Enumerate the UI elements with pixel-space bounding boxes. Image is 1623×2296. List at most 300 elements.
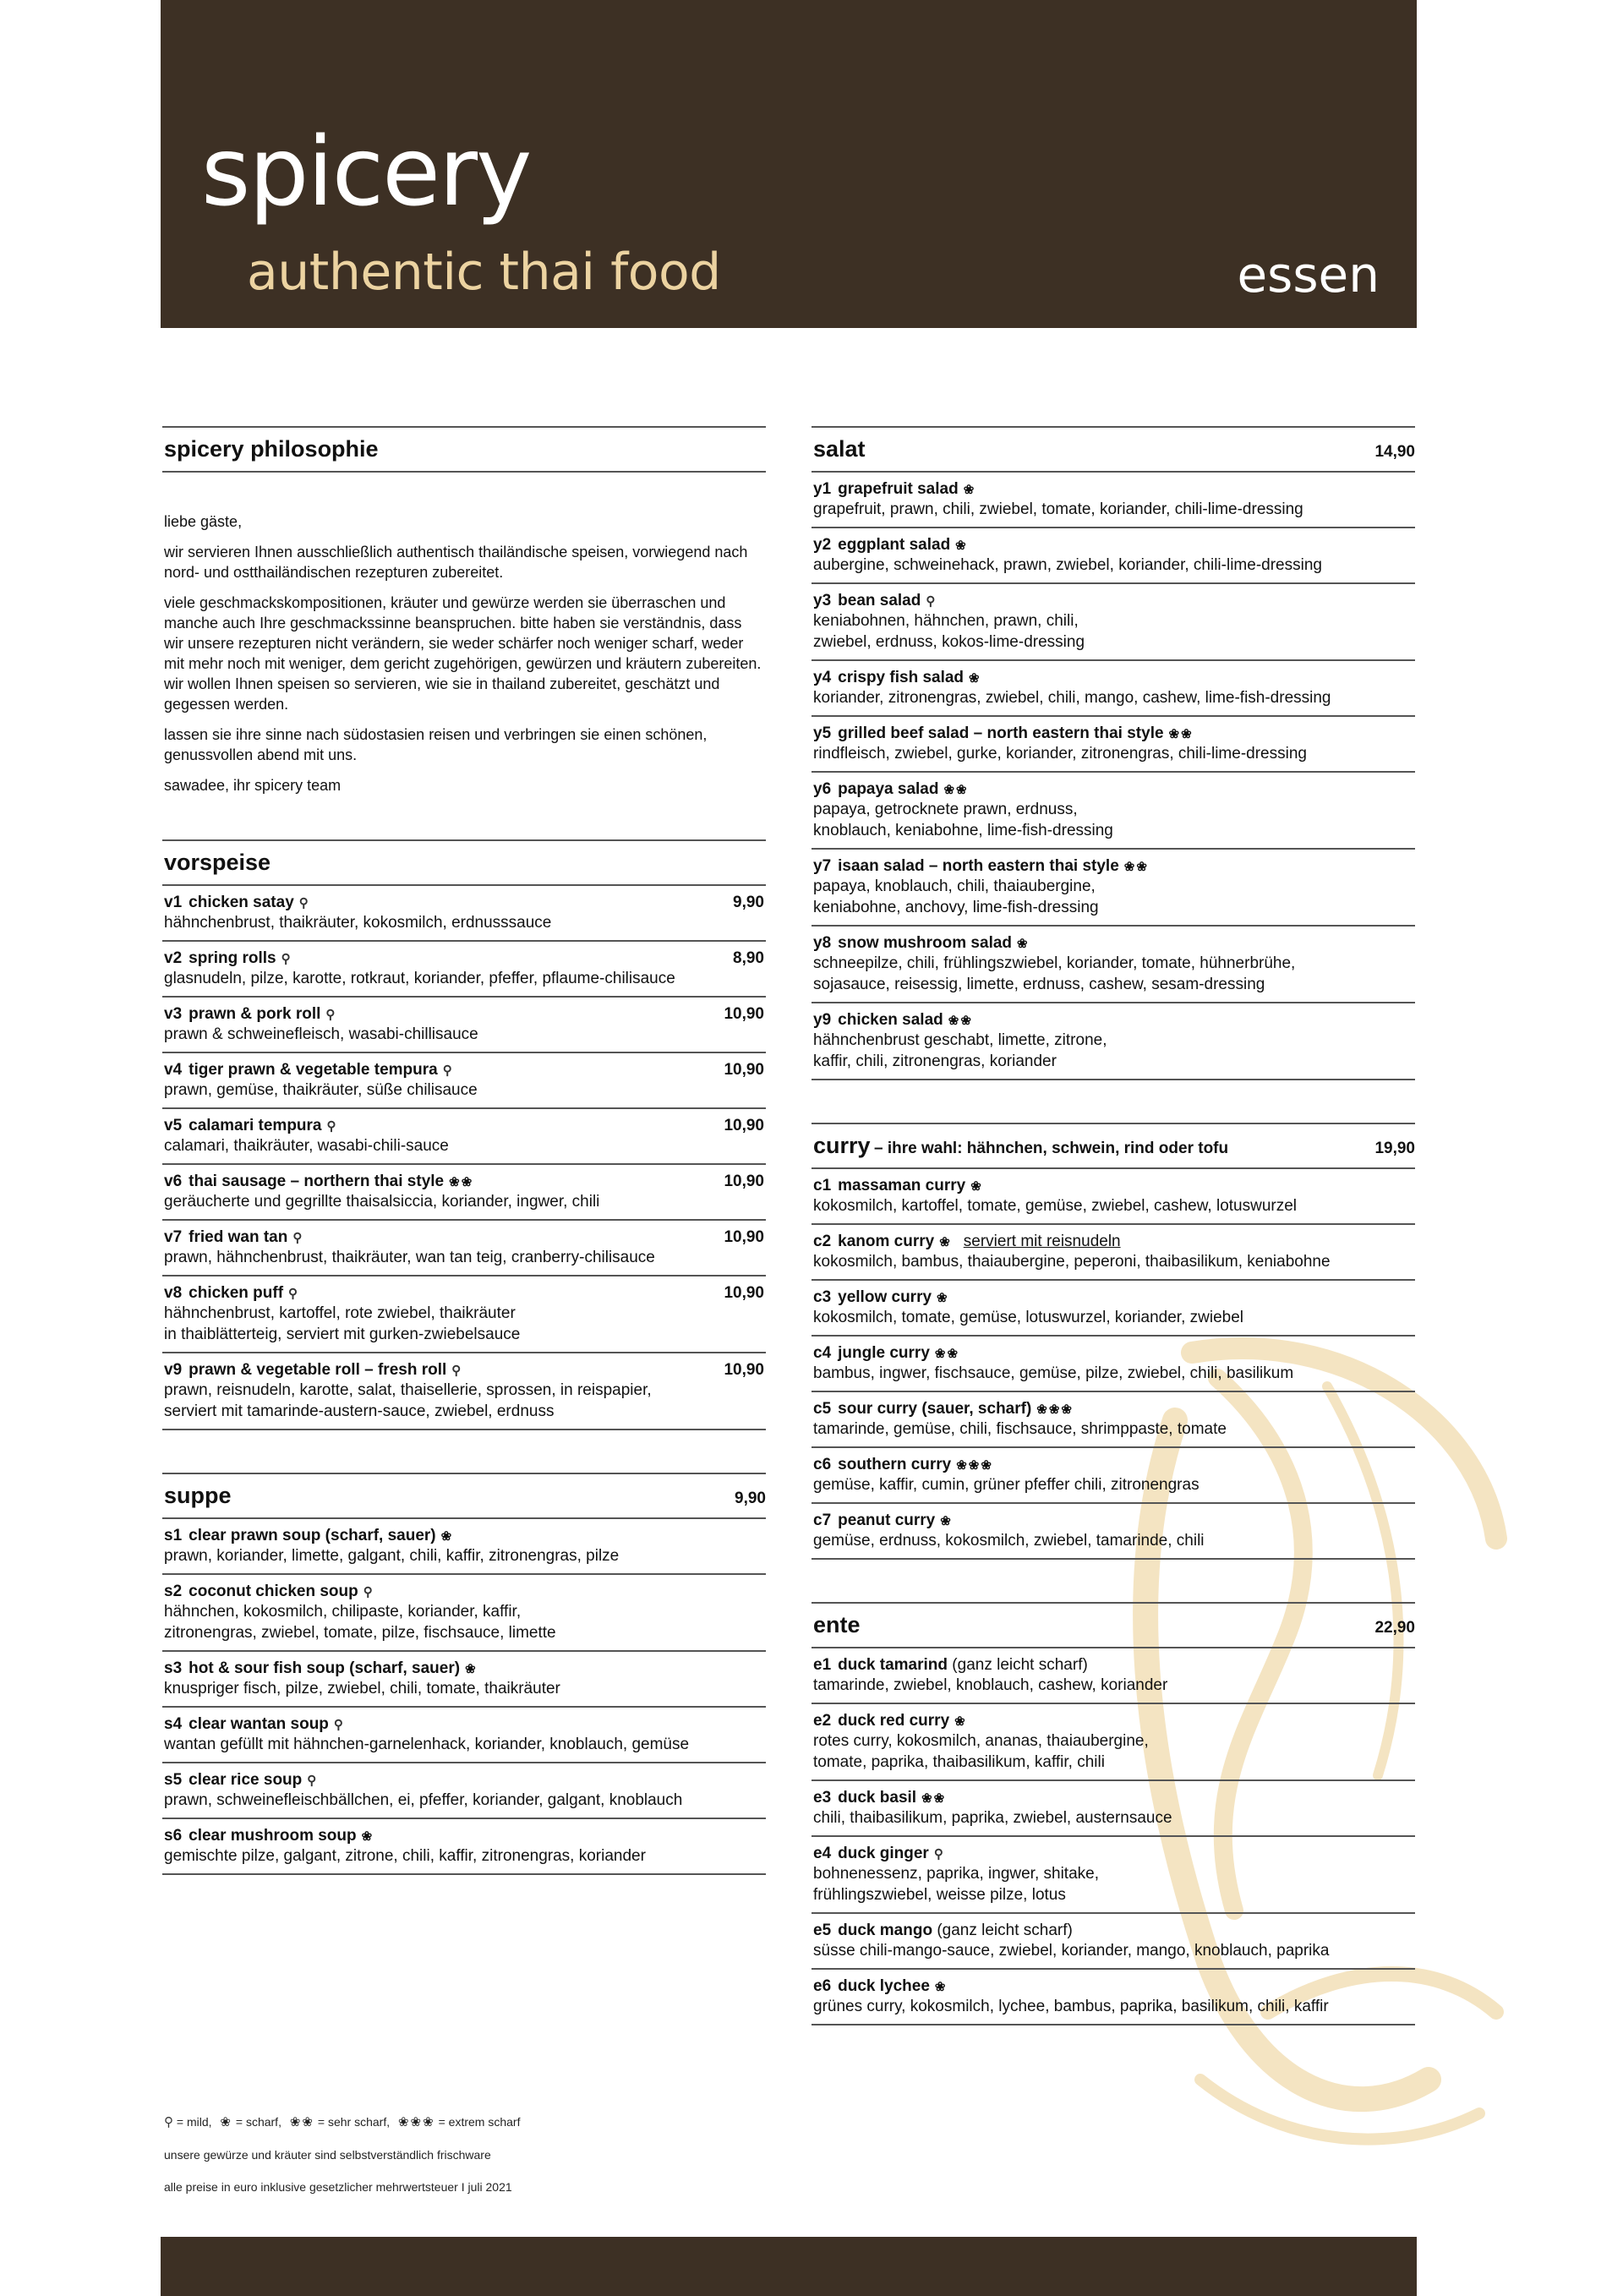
item-name <box>164 1361 461 1380</box>
item-code: c7 <box>813 1512 832 1529</box>
item-note: serviert mit reisnudeln <box>963 1233 1121 1250</box>
item-name <box>813 1400 1074 1419</box>
menu-item <box>162 1763 766 1819</box>
item-name <box>164 1659 478 1678</box>
section-title: ente <box>813 1612 861 1637</box>
tagline: authentic thai food <box>247 243 721 302</box>
item-description: keniabohnen, hähnchen, prawn, chili, zwiebel, erdnuss, kokos-lime-dressing <box>813 612 1085 651</box>
menu-item <box>162 886 766 942</box>
chili-icon: ❀❀❀ <box>397 2115 435 2129</box>
item-header <box>164 1284 764 1303</box>
chili-icon: ❀ <box>934 1980 948 1994</box>
item-description: gemüse, kaffir, cumin, grüner pfeffer chili, zitronengras <box>813 1476 1199 1494</box>
item-code: s5 <box>164 1771 183 1789</box>
mild-pepper-icon: ⚲ <box>363 1585 373 1599</box>
item-name <box>813 1656 1088 1675</box>
item-name <box>813 857 1149 876</box>
menu-item <box>812 1970 1415 2025</box>
item-description: tamarinde, gemüse, chili, fischsauce, shrimppaste, tomate <box>813 1420 1227 1438</box>
chili-icon: ❀ <box>940 1514 953 1528</box>
item-header <box>164 1061 764 1080</box>
item-code: v9 <box>164 1361 183 1379</box>
brand-logo: spicery <box>201 118 531 227</box>
item-header <box>813 592 1413 610</box>
item-title: calamari tempura <box>189 1117 322 1134</box>
menu-item <box>162 1165 766 1221</box>
item-name <box>813 1977 948 1996</box>
item-title: spring rolls <box>189 949 276 967</box>
item-description: gemischte pilze, galgant, zitrone, chili, kaffir, zitronengras, koriander <box>164 1847 646 1865</box>
mild-pepper-icon: ⚲ <box>298 896 309 910</box>
chili-icon: ❀ <box>220 2115 232 2129</box>
item-title: tiger prawn & vegetable tempura <box>189 1061 438 1079</box>
item-description: aubergine, schweinehack, prawn, zwiebel, koriander, chili-lime-dressing <box>813 556 1322 574</box>
item-name <box>813 536 968 555</box>
legend-hot1: = scharf, <box>235 2115 281 2129</box>
footer-bar <box>161 2237 1417 2296</box>
item-title: chicken satay <box>189 894 294 911</box>
philosophy-paragraph: viele geschmackskompositionen, kräuter und gewürze werden sie überraschen und manche auch Ihre geschmackssinne beanspruchen. bitte haben sie verständnis, dass wir unsere rezepturen nicht verändern, sie weder schärfer noch weniger scharf, weder mit mehr noch mit weniger, dem gericht zugehörigen, gewürzen und kräutern zubereiten. wir wollen Ihnen speisen so servieren, wie sie in thailand zubereitet, geschätzt und gegessen werden. <box>164 594 762 713</box>
item-name <box>164 1583 373 1601</box>
item-description: tamarinde, zwiebel, knoblauch, cashew, koriander <box>813 1676 1168 1694</box>
menu-item <box>812 850 1415 927</box>
menu-item <box>812 773 1415 850</box>
section-title: suppe <box>164 1483 232 1508</box>
item-code: y9 <box>813 1011 832 1029</box>
item-title: kanom curry <box>838 1233 935 1250</box>
item-price: 10,90 <box>724 1117 764 1134</box>
item-header <box>813 1656 1413 1675</box>
section-price: 9,90 <box>735 1490 766 1507</box>
legend-note: unsere gewürze und kräuter sind selbstverständlich frischware <box>164 2148 491 2162</box>
item-title: coconut chicken soup <box>189 1583 358 1600</box>
item-title: duck red curry <box>838 1712 950 1730</box>
chili-icon: ❀❀ <box>289 2115 314 2129</box>
item-price: 10,90 <box>724 1228 764 1246</box>
menu-item <box>812 1914 1415 1970</box>
menu-item <box>162 1353 766 1430</box>
mild-pepper-icon: ⚲ <box>292 1231 303 1245</box>
item-title: duck tamarind <box>838 1656 948 1674</box>
item-header <box>164 1173 764 1191</box>
item-name <box>813 1233 1121 1251</box>
item-name <box>813 780 969 799</box>
ente-section <box>812 1602 1415 2025</box>
item-code: s2 <box>164 1583 183 1600</box>
suppe-list <box>162 1519 766 1875</box>
chili-icon: ❀ <box>955 538 968 553</box>
salat-list <box>812 473 1415 1080</box>
item-header <box>164 1117 764 1135</box>
item-description: wantan gefüllt mit hähnchen-garnelenhack, koriander, knoblauch, gemüse <box>164 1736 690 1753</box>
item-description: grünes curry, kokosmilch, lychee, bambus, paprika, basilikum, chili, kaffir <box>813 1998 1329 2015</box>
menu-item <box>812 1392 1415 1448</box>
chili-icon: ❀ <box>937 1291 949 1305</box>
ente-header <box>812 1604 1415 1648</box>
item-code: y4 <box>813 669 832 686</box>
item-description: kokosmilch, kartoffel, tomate, gemüse, zwiebel, cashew, lotuswurzel <box>813 1197 1298 1215</box>
item-description: grapefruit, prawn, chili, zwiebel, tomate, koriander, chili-lime-dressing <box>813 500 1303 518</box>
salat-header <box>812 428 1415 473</box>
section-price: 22,90 <box>1374 1619 1415 1637</box>
item-header <box>813 1344 1413 1363</box>
chili-icon: ❀ <box>963 483 976 497</box>
chili-icon: ❀ <box>361 1829 374 1844</box>
item-header <box>164 1527 764 1545</box>
item-code: s6 <box>164 1827 183 1845</box>
item-title: yellow curry <box>838 1288 932 1306</box>
item-title: snow mushroom salad <box>838 934 1013 952</box>
item-title: chicken salad <box>838 1011 943 1029</box>
item-name <box>164 1827 374 1845</box>
item-title: southern curry <box>838 1456 952 1473</box>
item-description: bohnenessenz, paprika, ingwer, shitake, frühlingszwiebel, weisse pilze, lotus <box>813 1865 1099 1904</box>
item-code: c6 <box>813 1456 832 1473</box>
menu-item <box>812 1704 1415 1781</box>
item-header <box>813 857 1413 876</box>
item-description: hähnchen, kokosmilch, chilipaste, koriander, kaffir, zitronengras, zwiebel, tomate, pilze, fischsauce, limette <box>164 1603 556 1642</box>
suppe-header <box>162 1474 766 1519</box>
item-header <box>813 934 1413 953</box>
item-name <box>164 1005 335 1024</box>
item-title: jungle curry <box>838 1344 930 1362</box>
right-column <box>812 426 1415 2068</box>
item-description: prawn & schweinefleisch, wasabi-chillisauce <box>164 1025 478 1043</box>
item-name <box>813 1344 959 1363</box>
item-header <box>813 1512 1413 1530</box>
item-code: c5 <box>813 1400 832 1418</box>
curry-list <box>812 1169 1415 1560</box>
item-price: 10,90 <box>724 1173 764 1190</box>
mild-pepper-icon: ⚲ <box>281 952 291 966</box>
item-description: chili, thaibasilikum, paprika, zwiebel, austernsauce <box>813 1809 1172 1827</box>
item-description: prawn, hähnchenbrust, thaikräuter, wan tan teig, cranberry-chilisauce <box>164 1249 655 1266</box>
mild-pepper-icon: ⚲ <box>288 1287 298 1301</box>
item-name <box>813 1845 943 1863</box>
item-description: hähnchenbrust geschabt, limette, zitrone, kaffir, chili, zitronengras, koriander <box>813 1031 1107 1070</box>
legend <box>164 2113 520 2211</box>
item-title: sour curry (sauer, scharf) <box>838 1400 1032 1418</box>
menu-item <box>812 1003 1415 1080</box>
item-code: v2 <box>164 949 183 967</box>
philosophy-section <box>162 426 766 795</box>
philosophy-paragraph: liebe gäste, <box>164 513 243 530</box>
item-title: duck lychee <box>838 1977 930 1995</box>
menu-item <box>812 927 1415 1003</box>
left-column <box>162 426 766 1917</box>
philosophy-header <box>162 428 766 473</box>
item-code: y1 <box>813 480 832 498</box>
menu-item <box>812 661 1415 717</box>
item-code: e4 <box>813 1845 832 1862</box>
item-code: e1 <box>813 1656 832 1674</box>
item-note: (ganz leicht scharf) <box>937 1922 1073 1939</box>
item-description: hähnchenbrust, thaikräuter, kokosmilch, erdnusssauce <box>164 914 552 932</box>
vorspeise-header <box>162 841 766 886</box>
item-code: s4 <box>164 1715 183 1733</box>
menu-item <box>812 1337 1415 1392</box>
ente-list <box>812 1648 1415 2025</box>
menu-item <box>162 1708 766 1763</box>
curry-heading <box>813 1133 1228 1159</box>
item-header <box>164 1361 764 1380</box>
item-name <box>813 1288 949 1307</box>
item-name <box>813 669 981 687</box>
mild-pepper-icon: ⚲ <box>307 1774 317 1788</box>
item-header <box>813 1922 1413 1940</box>
item-header <box>813 724 1413 743</box>
item-description: schneepilze, chili, frühlingszwiebel, koriander, tomate, hühnerbrühe, sojasauce, reisessig, limette, erdnuss, cashew, sesam-dressing <box>813 954 1296 993</box>
item-title: massaman curry <box>838 1177 966 1194</box>
philosophy-text <box>162 473 766 795</box>
menu-item <box>812 1448 1415 1504</box>
item-name <box>813 1177 983 1195</box>
item-name <box>164 1061 452 1080</box>
item-code: v8 <box>164 1284 183 1302</box>
item-title: clear prawn soup (scharf, sauer) <box>189 1527 436 1544</box>
item-name <box>164 1173 473 1191</box>
curry-header <box>812 1124 1415 1169</box>
menu-item <box>162 1053 766 1109</box>
item-title: clear mushroom soup <box>189 1827 357 1845</box>
chili-icon: ❀❀ <box>948 1014 973 1028</box>
mild-pepper-icon: ⚲ <box>164 2115 173 2129</box>
menu-item <box>162 998 766 1053</box>
item-description: rindfleisch, zwiebel, gurke, koriander, zitronengras, chili-lime-dressing <box>813 745 1307 763</box>
chili-icon: ❀❀ <box>921 1791 947 1806</box>
item-description: prawn, schweinefleischbällchen, ei, pfeffer, koriander, galgant, knoblauch <box>164 1791 683 1809</box>
menu-item <box>812 1169 1415 1225</box>
item-header <box>164 1827 764 1845</box>
item-name <box>813 724 1194 743</box>
item-description: calamari, thaikräuter, wasabi-chili-sauce <box>164 1137 449 1155</box>
item-header <box>164 1228 764 1247</box>
item-name <box>813 1011 973 1030</box>
item-title: eggplant salad <box>838 536 951 554</box>
item-title: clear wantan soup <box>189 1715 329 1733</box>
item-title: peanut curry <box>838 1512 936 1529</box>
mild-pepper-icon: ⚲ <box>442 1063 452 1078</box>
vorspeise-list <box>162 886 766 1430</box>
chili-icon: ❀❀ <box>449 1175 474 1189</box>
chili-icon: ❀❀ <box>1168 727 1194 741</box>
item-header <box>164 1771 764 1790</box>
menu-item <box>162 1819 766 1875</box>
item-title: duck basil <box>838 1789 917 1807</box>
chili-icon: ❀ <box>939 1235 952 1249</box>
item-name <box>813 480 975 499</box>
menu-item <box>162 1109 766 1165</box>
chili-icon: ❀❀❀ <box>956 1458 993 1473</box>
item-header <box>164 949 764 968</box>
menu-item <box>162 1276 766 1353</box>
item-name <box>813 1789 946 1807</box>
item-name <box>164 1527 453 1545</box>
philosophy-paragraph: lassen sie ihre sinne nach südostasien reisen und verbringen sie einen schönen, genussvollen abend mit uns. <box>164 726 708 763</box>
mild-pepper-icon: ⚲ <box>933 1847 943 1861</box>
item-header <box>813 1845 1413 1863</box>
item-name <box>164 1228 302 1247</box>
item-name <box>813 934 1030 953</box>
item-description: gemüse, erdnuss, kokosmilch, zwiebel, tamarinde, chili <box>813 1532 1205 1550</box>
item-code: c3 <box>813 1288 832 1306</box>
item-header <box>813 669 1413 687</box>
item-header <box>813 780 1413 799</box>
item-price: 8,90 <box>733 949 764 967</box>
item-code: c1 <box>813 1177 832 1194</box>
item-code: s3 <box>164 1659 183 1677</box>
item-header <box>813 1456 1413 1474</box>
item-header <box>813 1977 1413 1996</box>
item-price: 10,90 <box>724 1005 764 1023</box>
menu-item <box>812 1504 1415 1560</box>
item-code: c4 <box>813 1344 832 1362</box>
item-header <box>813 1288 1413 1307</box>
menu-item <box>162 1519 766 1575</box>
item-name <box>813 1456 993 1474</box>
item-header <box>164 1659 764 1678</box>
item-title: grapefruit salad <box>838 480 959 498</box>
salat-section <box>812 426 1415 1080</box>
section-title: curry <box>813 1133 871 1158</box>
item-header <box>813 1712 1413 1730</box>
item-description: papaya, knoblauch, chili, thaiaubergine, keniabohne, anchovy, lime-fish-dressing <box>813 877 1099 916</box>
item-name <box>813 1712 967 1730</box>
item-code: e6 <box>813 1977 832 1995</box>
menu-item <box>812 1837 1415 1914</box>
chili-icon: ❀❀ <box>943 783 969 797</box>
mild-pepper-icon: ⚲ <box>325 1008 336 1022</box>
item-code: v4 <box>164 1061 183 1079</box>
menu-item <box>812 584 1415 661</box>
item-description: bambus, ingwer, fischsauce, gemüse, pilze, zwiebel, chili, basilikum <box>813 1364 1294 1382</box>
menu-item <box>162 942 766 998</box>
section-title: spicery philosophie <box>164 436 379 462</box>
item-name <box>164 1284 298 1303</box>
section-subtitle: – ihre wahl: hähnchen, schwein, rind oder tofu <box>874 1140 1229 1157</box>
menu-item <box>812 473 1415 528</box>
item-title: clear rice soup <box>189 1771 303 1789</box>
item-code: v7 <box>164 1228 183 1246</box>
mild-pepper-icon: ⚲ <box>333 1718 343 1732</box>
philosophy-paragraph: wir servieren Ihnen ausschließlich authentisch thailändische speisen, vorwiegend nach nord- und ostthailändischen rezepturen zubereitet. <box>164 544 748 581</box>
item-name <box>813 1922 1073 1940</box>
item-title: fried wan tan <box>189 1228 288 1246</box>
item-title: hot & sour fish soup (scharf, sauer) <box>189 1659 461 1677</box>
chili-icon: ❀ <box>970 1179 983 1194</box>
menu-item <box>812 1225 1415 1281</box>
item-description: rotes curry, kokosmilch, ananas, thaiaubergine, tomate, paprika, thaibasilikum, kaffir, chili <box>813 1732 1149 1771</box>
page-title: essen <box>1237 246 1380 303</box>
item-code: v3 <box>164 1005 183 1023</box>
item-title: duck ginger <box>838 1845 929 1862</box>
item-name <box>164 949 291 968</box>
item-description: kokosmilch, bambus, thaiaubergine, peperoni, thaibasilikum, keniabohne <box>813 1253 1331 1271</box>
item-title: prawn & vegetable roll – fresh roll <box>189 1361 447 1379</box>
item-name <box>164 1117 336 1135</box>
menu-item <box>812 528 1415 584</box>
menu-item <box>812 1281 1415 1337</box>
curry-section <box>812 1123 1415 1560</box>
item-code: v1 <box>164 894 183 911</box>
philosophy-paragraph: sawadee, ihr spicery team <box>164 777 342 794</box>
section-price: 19,90 <box>1374 1140 1415 1157</box>
item-header <box>813 1011 1413 1030</box>
chili-icon: ❀ <box>440 1529 454 1544</box>
item-title: prawn & pork roll <box>189 1005 321 1023</box>
item-header <box>813 480 1413 499</box>
item-code: y3 <box>813 592 832 610</box>
item-description: prawn, reisnudeln, karotte, salat, thaisellerie, sprossen, in reispapier, serviert mit tamarinde-austern-sauce, zwiebel, erdnuss <box>164 1381 652 1420</box>
item-code: e5 <box>813 1922 832 1939</box>
item-header <box>164 894 764 912</box>
item-title: crispy fish salad <box>838 669 965 686</box>
item-description: süsse chili-mango-sauce, zwiebel, koriander, mango, knoblauch, paprika <box>813 1942 1330 1960</box>
header-banner <box>161 0 1417 328</box>
chili-icon: ❀ <box>969 671 981 686</box>
chili-icon: ❀❀ <box>1123 860 1149 874</box>
item-code: y7 <box>813 857 832 875</box>
item-header <box>164 1715 764 1734</box>
item-name <box>164 1715 343 1734</box>
item-header <box>164 1005 764 1024</box>
menu-item <box>812 717 1415 773</box>
item-price: 10,90 <box>724 1061 764 1079</box>
menu-item <box>162 1652 766 1708</box>
item-price: 9,90 <box>733 894 764 911</box>
item-title: thai sausage – northern thai style <box>189 1173 445 1190</box>
legend-hot3: = extrem scharf <box>438 2115 521 2129</box>
legend-note: alle preise in euro inklusive gesetzlicher mehrwertsteuer I juli 2021 <box>164 2180 512 2194</box>
item-code: s1 <box>164 1527 183 1544</box>
item-description: kokosmilch, tomate, gemüse, lotuswurzel, koriander, zwiebel <box>813 1309 1244 1326</box>
item-description: geräucherte und gegrillte thaisalsiccia, koriander, ingwer, chili <box>164 1193 600 1211</box>
item-code: v6 <box>164 1173 183 1190</box>
item-name <box>813 1512 953 1530</box>
item-description: prawn, gemüse, thaikräuter, süße chilisauce <box>164 1081 478 1099</box>
item-title: duck mango <box>838 1922 933 1939</box>
item-code: y8 <box>813 934 832 952</box>
item-title: bean salad <box>838 592 921 610</box>
legend-hot2: = sehr scharf, <box>317 2115 391 2129</box>
suppe-section <box>162 1473 766 1875</box>
item-description: knuspriger fisch, pilze, zwiebel, chili, tomate, thaikräuter <box>164 1680 560 1697</box>
item-code: e3 <box>813 1789 832 1807</box>
menu-item <box>812 1648 1415 1704</box>
item-code: v5 <box>164 1117 183 1134</box>
chili-icon: ❀ <box>954 1714 967 1729</box>
item-description: prawn, koriander, limette, galgant, chili, kaffir, zitronengras, pilze <box>164 1547 620 1565</box>
item-header <box>813 1789 1413 1807</box>
item-header <box>164 1583 764 1601</box>
item-name <box>164 894 309 912</box>
item-note: (ganz leicht scharf) <box>952 1656 1088 1674</box>
item-header <box>813 1400 1413 1419</box>
spice-legend <box>164 2113 520 2131</box>
item-header <box>813 1177 1413 1195</box>
menu-item <box>162 1221 766 1276</box>
section-title: salat <box>813 436 866 462</box>
menu-item <box>812 1781 1415 1837</box>
item-name <box>813 592 935 610</box>
item-title: papaya salad <box>838 780 939 798</box>
chili-icon: ❀ <box>465 1662 478 1676</box>
chili-icon: ❀❀ <box>934 1347 960 1361</box>
item-code: c2 <box>813 1233 832 1250</box>
vorspeise-section <box>162 839 766 1430</box>
chili-icon: ❀❀❀ <box>1036 1402 1074 1417</box>
mild-pepper-icon: ⚲ <box>926 594 936 609</box>
